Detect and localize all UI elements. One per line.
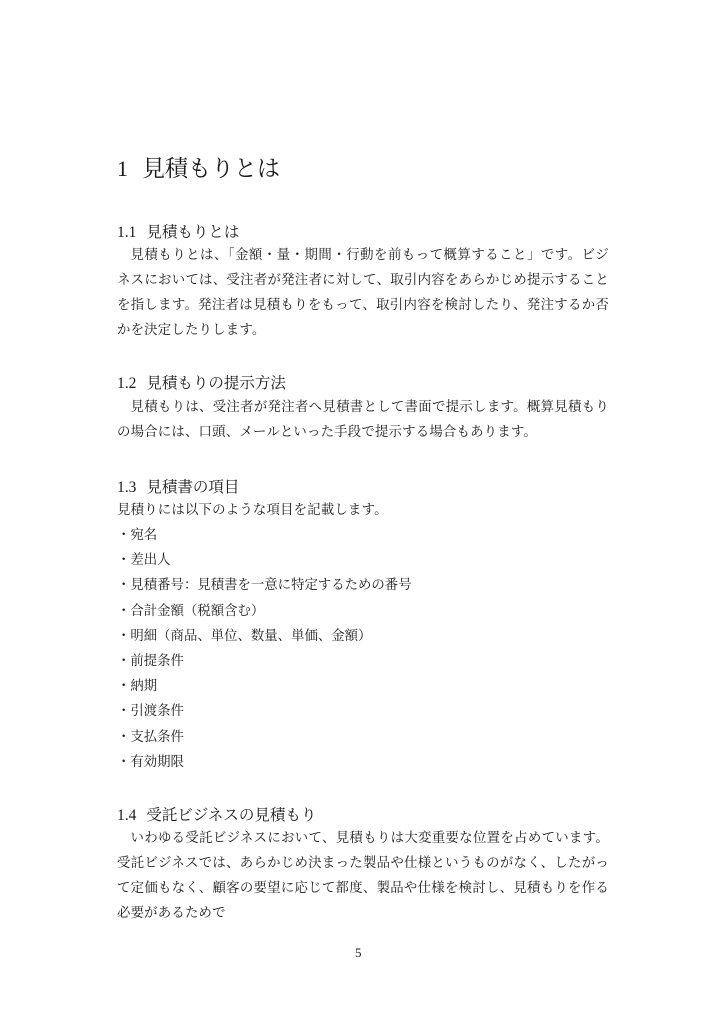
list-item: ・見積番号：見積書を一意に特定するための番号 [117,578,412,594]
section-number: 1.4 [117,807,137,824]
section-title: 見積もりの提示方法 [146,374,286,392]
section-heading-1-2 [117,371,286,393]
list-item: ・合計金額（税額含む） [117,603,265,619]
section-title: 受託ビジネスの見積もり [146,806,317,824]
page-number: 5 [355,945,362,960]
section-paragraph-1-4: いわゆる受託ビジネスにおいて、見積もりは大変重要な位置を占めています。受託ビジネスでは、あらかじめ決まった製品や仕様というものがなく、したがって定価もなく、顧客の要望に応じて都度、製品や仕様を検討し、見積もりを作る必要があるためで [117,831,609,921]
section-heading-1-1 [117,220,239,242]
list-item: ・納期 [117,679,158,695]
section-heading-1-3 [117,475,239,497]
list-item: ・差出人 [117,553,171,569]
list-item: ・支払条件 [117,729,184,745]
section-title: 見積もりとは [146,223,240,241]
section-heading-1-4 [117,803,316,825]
list-item: ・有効期限 [117,754,184,770]
list-item: ・明細（商品、単位、数量、単価、金額） [117,628,372,644]
estimate-items-list [117,523,412,775]
section-paragraph-1-2: 見積もりは、受注者が発注者へ見積書として書面で提示します。概算見積もりの場合には、口頭、メールといった手段で提示する場合もあります。 [117,400,609,440]
section-number: 1.2 [117,375,137,392]
section-number: 1.1 [117,224,137,241]
chapter-title: 見積もりとは [142,156,280,182]
chapter-heading [117,150,280,183]
chapter-number: 1 [117,156,128,181]
section-number: 1.3 [117,479,137,496]
list-item: ・宛名 [117,528,158,543]
list-item: ・引渡条件 [117,704,184,720]
section-paragraph-1-1: 見積もりとは、「金額・量・期間・行動を前もって概算すること」です。ビジネスにおいては、受注者が発注者に対して、取引内容をあらかじめ提示することを指します。発注者は見積もりをもって、取引内容を検討したり、発注するか否かを決定したりします。 [117,248,609,338]
section-title: 見積書の項目 [146,478,240,496]
section-intro-1-3: 見積りには以下のような項目を記載します。 [117,503,388,518]
list-item: ・前提条件 [117,653,184,669]
